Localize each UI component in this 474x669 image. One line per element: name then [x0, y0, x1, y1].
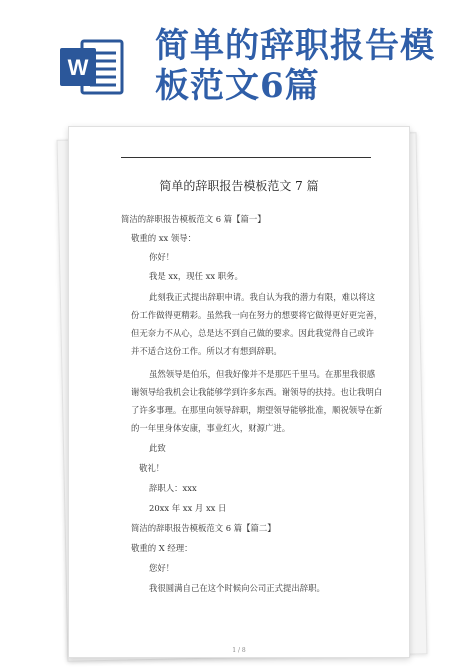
page-title: 简单的辞职报告模板范文6篇 [155, 26, 435, 106]
section-heading: 简洁的辞职报告模板范文 6 篇【篇二】 [131, 523, 276, 533]
closing-line: 敬礼！ [139, 463, 165, 473]
paragraph-line: 份工作做得更精彩。虽然我一向在努力的想要将它做得更好更完善， [131, 310, 383, 320]
salutation: 敬重的 X 经理： [131, 543, 193, 553]
greeting: 你好！ [149, 252, 175, 262]
paragraph-line: 我很圆满自己在这个时候向公司正式提出辞职。 [149, 583, 325, 593]
page-number: 1 / 8 [232, 647, 246, 654]
paragraph-line: 谢领导给我机会让我能够学到许多东西。谢领导的扶持。也让我明白 [131, 387, 383, 397]
document-title: 简单的辞职报告模板范文 7 篇 [159, 179, 319, 193]
date-line: 20xx 年 xx 月 xx 日 [149, 503, 227, 513]
closing-line: 此致 [149, 443, 166, 453]
paragraph-line: 此刻我正式提出辞职申请。我自认为我的潜力有限，难以将这 [149, 292, 376, 302]
header-banner [0, 0, 474, 120]
paragraph-line: 了许多事理。在那里向领导辞职，期望领导能够批准，顺祝领导在新 [131, 405, 383, 415]
section-heading: 简洁的辞职报告模板范文 6 篇【篇一】 [121, 214, 266, 224]
header-rule [121, 157, 371, 158]
paragraph-line: 但无奈力不从心，总是达不到自己做的要求。因此我觉得自己或许 [131, 328, 374, 338]
paragraph-line: 我是 xx，现任 xx 职务。 [149, 271, 243, 281]
paragraph-line: 虽然领导是伯乐，但我好像并不是那匹千里马。在那里我很感 [149, 369, 376, 379]
word-document-icon [58, 38, 126, 96]
paragraph-line: 并不适合这份工作。所以才有想到辞职。 [131, 346, 282, 356]
paragraph-line: 的一年里身体安康，事业红火，财源广进。 [131, 423, 291, 433]
document-page [68, 126, 410, 658]
signature-line: 辞职人：xxx [149, 483, 197, 493]
word-icon-letter: W [67, 55, 89, 80]
greeting: 您好！ [149, 563, 175, 573]
salutation: 敬重的 xx 领导： [131, 233, 197, 243]
